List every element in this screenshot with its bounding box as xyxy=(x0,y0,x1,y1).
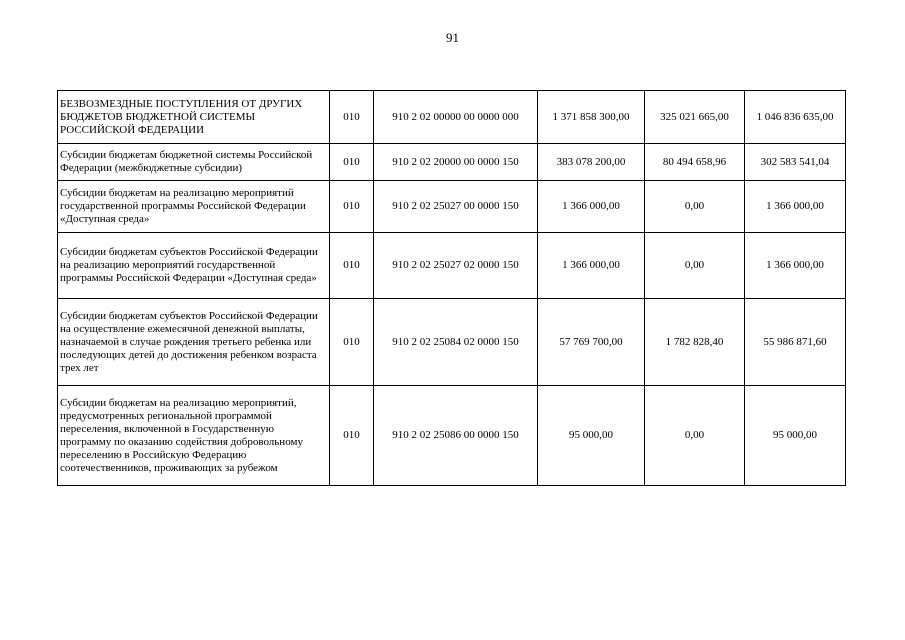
table-row xyxy=(58,233,846,299)
row-kbk: 910 2 02 25027 00 0000 150 xyxy=(374,181,538,233)
row-code: 010 xyxy=(330,233,374,299)
row-code: 010 xyxy=(330,91,374,144)
row-value-3: 1 366 000,00 xyxy=(745,233,846,299)
row-value-2: 0,00 xyxy=(645,181,745,233)
row-name: Субсидии бюджетам бюджетной системы Российской Федерации (межбюджетные субсидии) xyxy=(58,144,330,181)
row-code: 010 xyxy=(330,386,374,486)
row-value-2: 1 782 828,40 xyxy=(645,299,745,386)
row-code: 010 xyxy=(330,181,374,233)
row-value-2: 0,00 xyxy=(645,233,745,299)
row-code: 010 xyxy=(330,299,374,386)
row-name: Субсидии бюджетам на реализацию мероприятий государственной программы Российской Федерации «Доступная среда» xyxy=(58,181,330,233)
row-value-1: 95 000,00 xyxy=(538,386,645,486)
row-value-2: 80 494 658,96 xyxy=(645,144,745,181)
row-value-2: 0,00 xyxy=(645,386,745,486)
row-kbk: 910 2 02 20000 00 0000 150 xyxy=(374,144,538,181)
row-name: БЕЗВОЗМЕЗДНЫЕ ПОСТУПЛЕНИЯ ОТ ДРУГИХ БЮДЖЕТОВ БЮДЖЕТНОЙ СИСТЕМЫ РОССИЙСКОЙ ФЕДЕРАЦИИ xyxy=(58,91,330,144)
row-name: Субсидии бюджетам субъектов Российской Федерации на осуществление ежемесячной денежной выплаты, назначаемой в случае рождения третьего ребенка или последующих детей до достижения ребенком возраста трех лет xyxy=(58,299,330,386)
row-value-3: 55 986 871,60 xyxy=(745,299,846,386)
budget-table xyxy=(57,90,846,486)
row-name: Субсидии бюджетам субъектов Российской Федерации на реализацию мероприятий государственной программы Российской Федерации «Доступная среда» xyxy=(58,233,330,299)
row-value-1: 1 366 000,00 xyxy=(538,233,645,299)
row-name: Субсидии бюджетам на реализацию мероприятий, предусмотренных региональной программой переселения, включенной в Государственную программу по оказанию содействия добровольному переселению в Российскую Федерацию соотечественников, проживающих за рубежом xyxy=(58,386,330,486)
row-value-3: 1 366 000,00 xyxy=(745,181,846,233)
row-kbk: 910 2 02 25027 02 0000 150 xyxy=(374,233,538,299)
row-value-3: 1 046 836 635,00 xyxy=(745,91,846,144)
row-code: 010 xyxy=(330,144,374,181)
row-value-1: 383 078 200,00 xyxy=(538,144,645,181)
table-row xyxy=(58,144,846,181)
table-row xyxy=(58,386,846,486)
row-kbk: 910 2 02 25084 02 0000 150 xyxy=(374,299,538,386)
row-value-1: 1 366 000,00 xyxy=(538,181,645,233)
table-row xyxy=(58,91,846,144)
row-value-1: 57 769 700,00 xyxy=(538,299,645,386)
row-value-3: 95 000,00 xyxy=(745,386,846,486)
row-kbk: 910 2 02 00000 00 0000 000 xyxy=(374,91,538,144)
row-kbk: 910 2 02 25086 00 0000 150 xyxy=(374,386,538,486)
page-number: 91 xyxy=(446,30,459,45)
row-value-1: 1 371 858 300,00 xyxy=(538,91,645,144)
row-value-3: 302 583 541,04 xyxy=(745,144,846,181)
row-value-2: 325 021 665,00 xyxy=(645,91,745,144)
table-row xyxy=(58,181,846,233)
table-row xyxy=(58,299,846,386)
